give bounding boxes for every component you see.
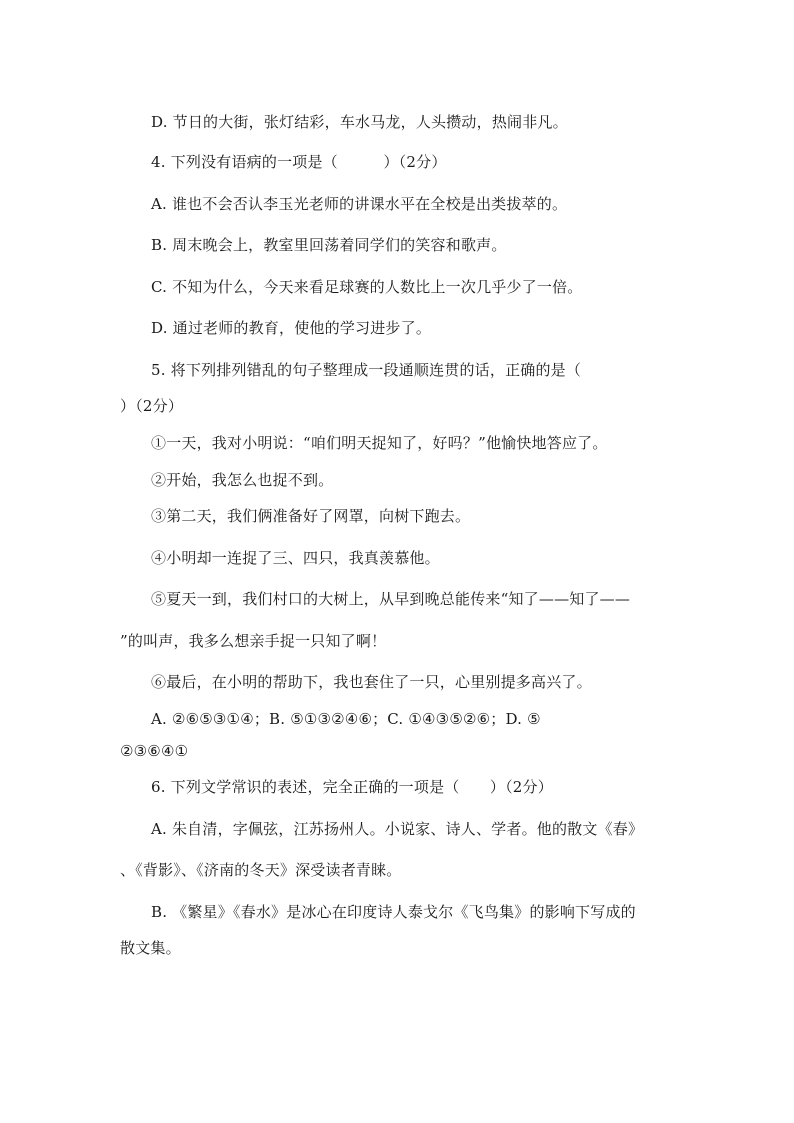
option-a-q6: A. 朱自清，字佩弦，江苏扬州人。小说家、诗人、学者。他的散文《春》 xyxy=(151,820,644,838)
option-d-q3: D. 节日的大街，张灯结彩，车水马龙，人头攒动，热闹非凡。 xyxy=(151,113,568,131)
question-4: 4. 下列没有语病的一项是（ ）（2分） xyxy=(151,153,447,171)
option-b-q6-continued: 散文集。 xyxy=(120,939,181,957)
sentence-3: ③第二天，我们俩准备好了网罩，向树下跑去。 xyxy=(151,507,471,525)
sentence-1: ①一天，我对小明说：“咱们明天捉知了，好吗？”他愉快地答应了。 xyxy=(151,434,608,452)
option-d-q4: D. 通过老师的教育，使他的学习进步了。 xyxy=(151,319,432,337)
options-q5: A. ②⑥⑤③①④；B. ⑤①③②④⑥；C. ①④③⑤②⑥；D. ⑤ xyxy=(151,710,541,728)
options-q5-continued: ②③⑥④① xyxy=(120,742,189,760)
option-b-q4: B. 周末晚会上，教室里回荡着同学们的笑容和歌声。 xyxy=(151,236,507,254)
sentence-6: ⑥最后，在小明的帮助下，我也套住了一只，心里别提多高兴了。 xyxy=(151,673,592,691)
option-b-q6: B. 《繁星》《春水》是冰心在印度诗人泰戈尔《飞鸟集》的影响下写成的 xyxy=(151,903,636,921)
sentence-5-continued: ”的叫声，我多么想亲手捉一只知了啊！ xyxy=(120,632,387,650)
sentence-5: ⑤夏天一到，我们村口的大树上，从早到晚总能传来“知了——知了—— xyxy=(151,590,631,608)
option-a-q6-continued: 、《背影》、《济南的冬天》深受读者青睐。 xyxy=(120,861,402,879)
option-c-q4: C. 不知为什么，今天来看足球赛的人数比上一次几乎少了一倍。 xyxy=(151,278,583,296)
question-5-continued: ）（2分） xyxy=(120,397,184,415)
question-6: 6. 下列文学常识的表述，完全正确的一项是（ ）（2分） xyxy=(151,778,553,796)
question-5: 5. 将下列排列错乱的句子整理成一段通顺连贯的话，正确的是（ xyxy=(151,361,582,379)
option-a-q4: A. 谁也不会否认李玉光老师的讲课水平在全校是出类拔萃的。 xyxy=(151,195,568,213)
sentence-2: ②开始，我怎么也捉不到。 xyxy=(151,471,334,489)
sentence-4: ④小明却一连捉了三、四只，我真羡慕他。 xyxy=(151,549,440,567)
